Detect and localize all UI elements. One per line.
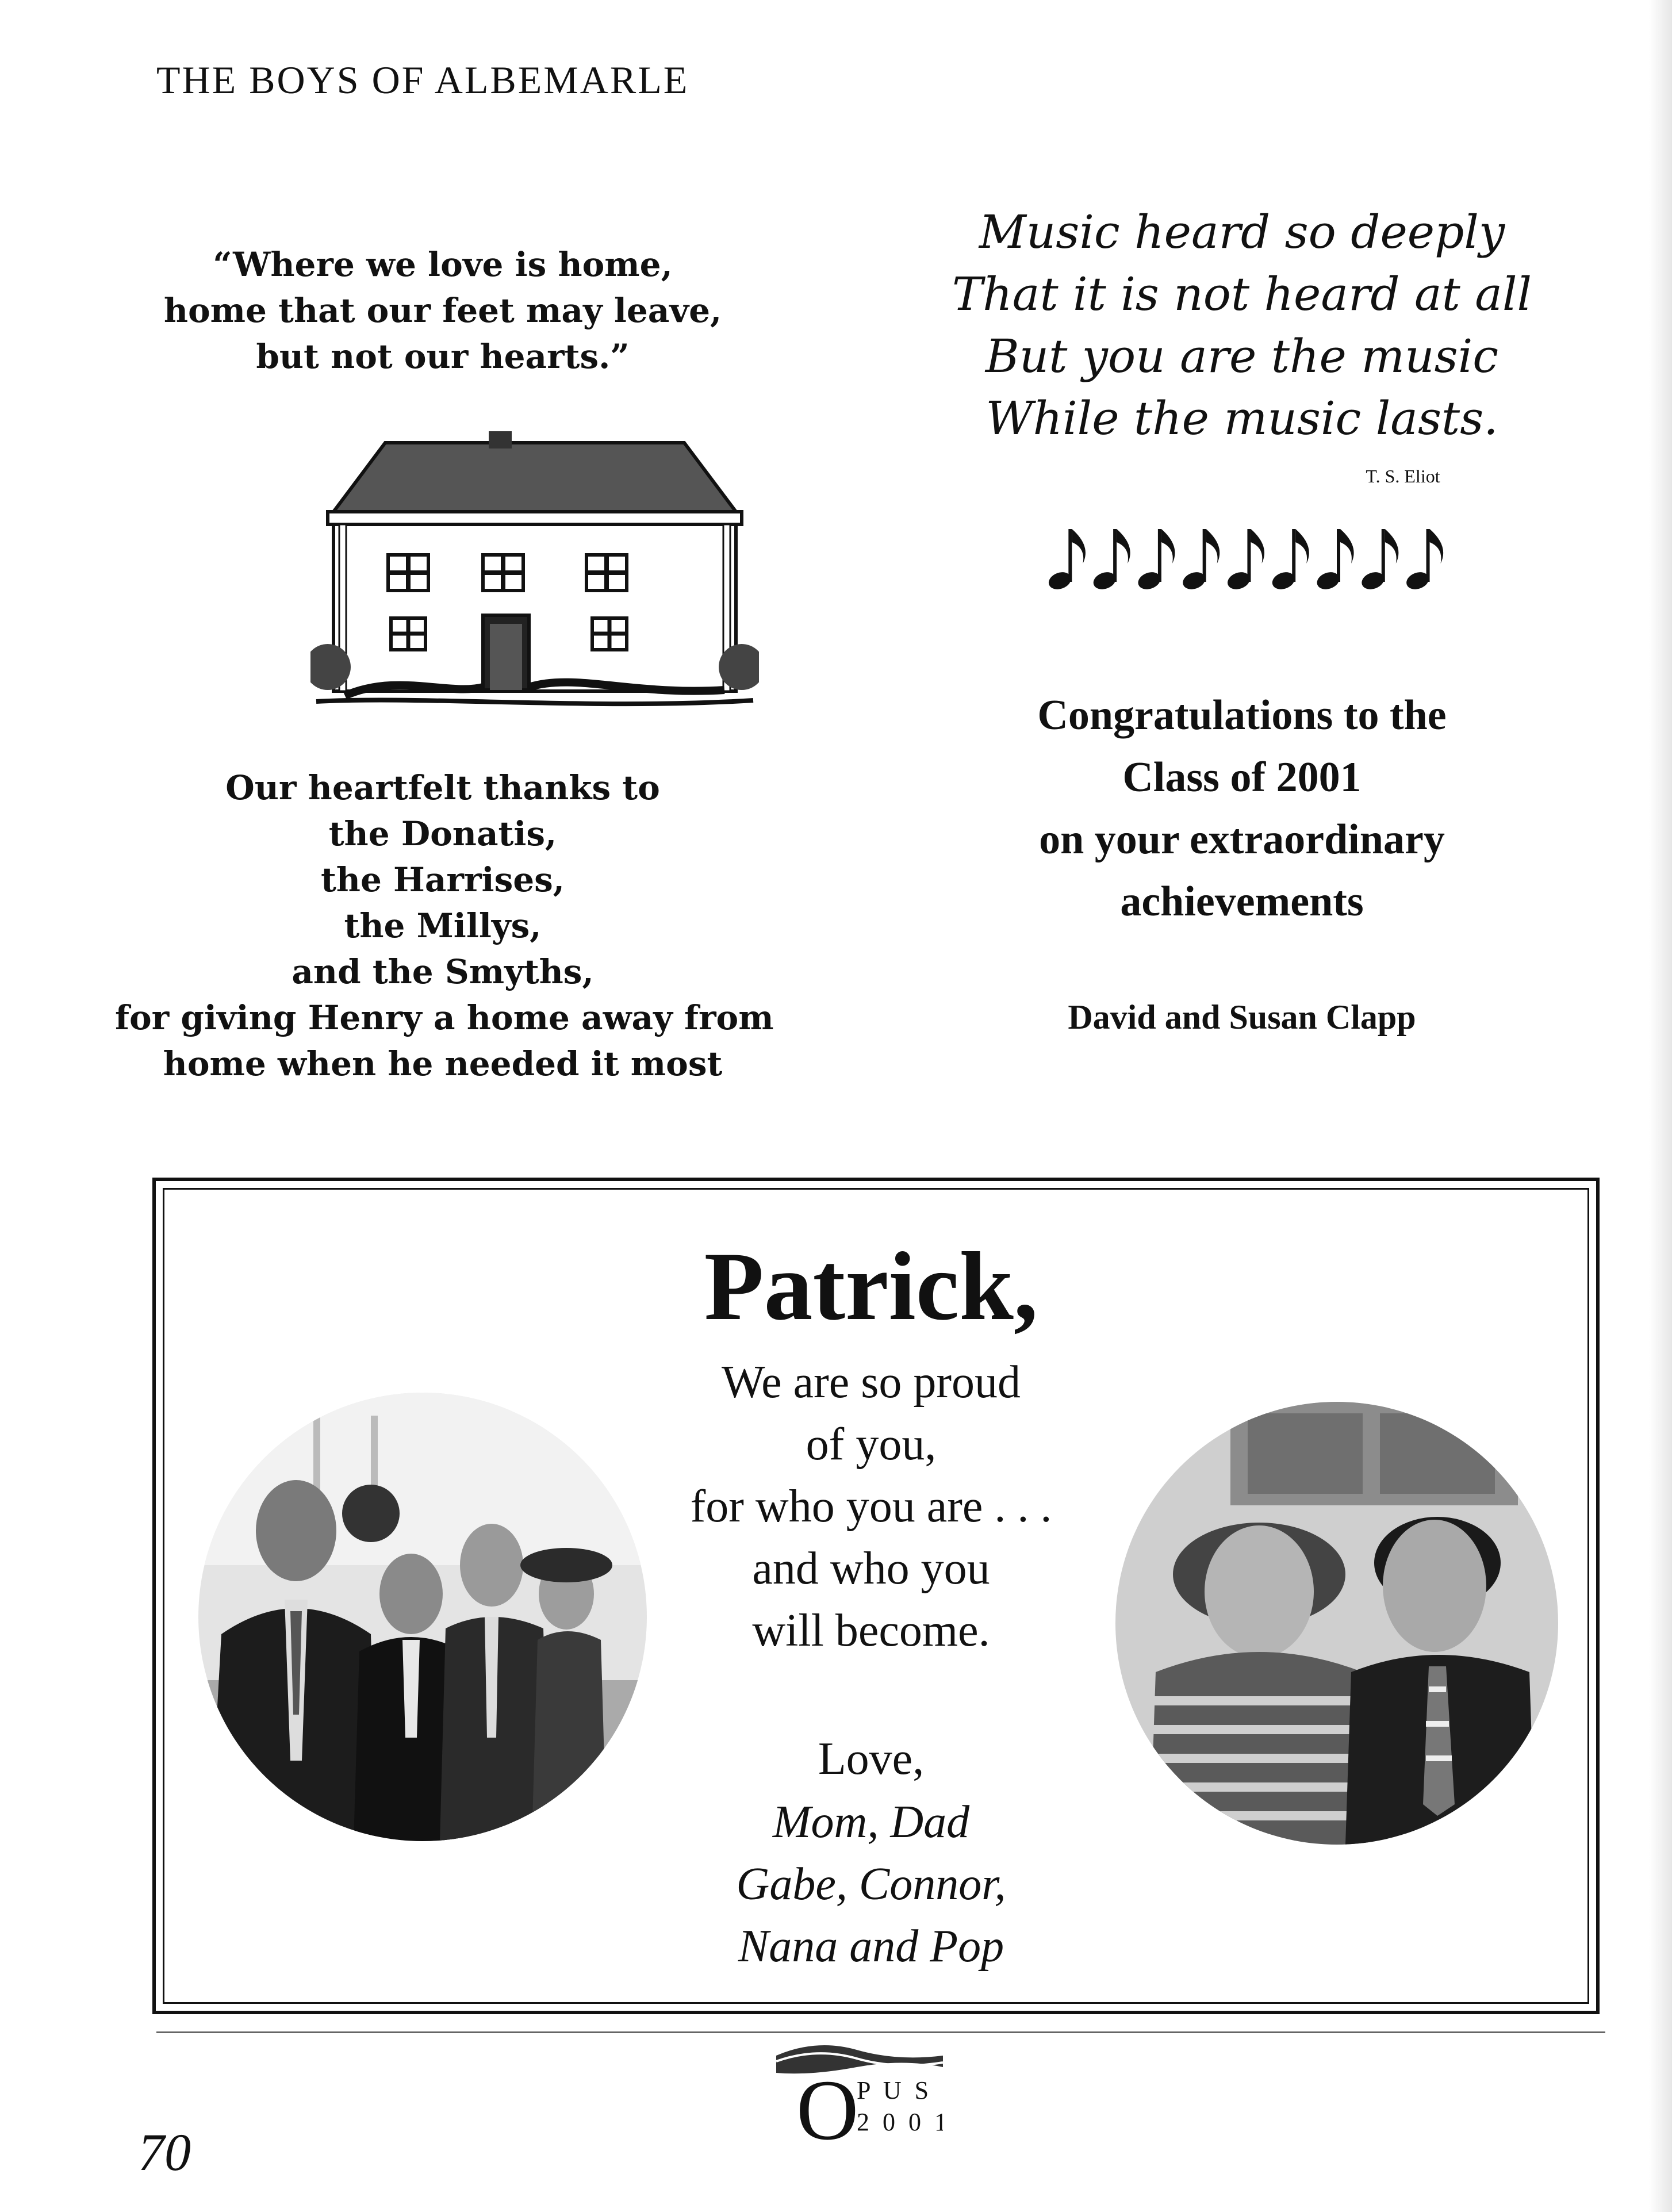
signer-line: Gabe, Connor, <box>736 1859 1006 1910</box>
family-photo-right <box>1115 1402 1558 1845</box>
page-edge-shadow <box>1649 0 1672 2212</box>
message-line: and who you <box>752 1543 990 1594</box>
house-illustration <box>310 425 759 724</box>
eighth-note-icon <box>1046 529 1086 592</box>
poem-line: Music heard so deeply <box>979 205 1505 259</box>
quote-line: “Where we love is home, <box>213 245 673 284</box>
eighth-note-icon <box>1404 529 1443 592</box>
love-closing: Love, <box>818 1734 925 1784</box>
signer-line: Nana and Pop <box>738 1921 1004 1972</box>
patrick-heading: Patrick, <box>704 1232 1038 1340</box>
message-line: We are so proud <box>721 1357 1021 1408</box>
proud-message <box>632 1351 1110 1662</box>
signer-line: Mom, Dad <box>772 1797 970 1847</box>
eliot-poem <box>897 201 1587 450</box>
congrats-line: on your extraordinary <box>1039 816 1445 863</box>
congratulations-message <box>897 684 1587 933</box>
logo-letter-o: O <box>796 2063 859 2153</box>
quote-line: but not our hearts.” <box>256 337 630 376</box>
eighth-note-icon <box>1270 529 1309 592</box>
eighth-note-icon <box>1314 529 1353 592</box>
congrats-line: Class of 2001 <box>1122 754 1362 801</box>
eighth-note-icon <box>1180 529 1220 592</box>
poem-line: But you are the music <box>985 329 1499 383</box>
thanks-line: the Millys, <box>344 906 542 945</box>
page-number: 70 <box>138 2123 191 2182</box>
thanks-line: the Harrises, <box>321 860 565 899</box>
congrats-line: achievements <box>1120 878 1364 925</box>
family-signers <box>632 1791 1110 1977</box>
eighth-note-icon <box>1091 529 1130 592</box>
thanks-message <box>115 765 774 1087</box>
home-quote <box>115 241 770 379</box>
eighth-note-icon <box>1359 529 1398 592</box>
thanks-line: home when he needed it most <box>163 1044 723 1083</box>
congrats-line: Congratulations to the <box>1037 692 1447 739</box>
music-notes-row <box>1046 520 1449 595</box>
eighth-note-icon <box>1136 529 1175 592</box>
thanks-line: and the Smyths, <box>292 952 594 991</box>
opus-2001-logo <box>770 2033 943 2153</box>
message-line: of you, <box>806 1419 937 1470</box>
thanks-line: the Donatis, <box>328 814 557 853</box>
message-line: for who you are . . . <box>690 1481 1052 1532</box>
poem-line: While the music lasts. <box>985 392 1498 445</box>
family-photo-left <box>198 1393 647 1841</box>
poem-line: That it is not heard at all <box>952 267 1532 321</box>
poem-attribution: T. S. Eliot <box>1366 466 1440 486</box>
thanks-line: Our heartfelt thanks to <box>225 768 660 807</box>
clapp-signoff: David and Susan Clapp <box>1068 998 1416 1036</box>
logo-year: 2 0 0 1 <box>857 2108 943 2136</box>
page-header-title: THE BOYS OF ALBEMARLE <box>156 58 689 102</box>
quote-line: home that our feet may leave, <box>163 291 722 330</box>
thanks-line: for giving Henry a home away from <box>115 998 774 1037</box>
eighth-note-icon <box>1225 529 1264 592</box>
logo-letters-pus: P U S <box>857 2076 933 2104</box>
message-line: will become. <box>752 1605 990 1656</box>
